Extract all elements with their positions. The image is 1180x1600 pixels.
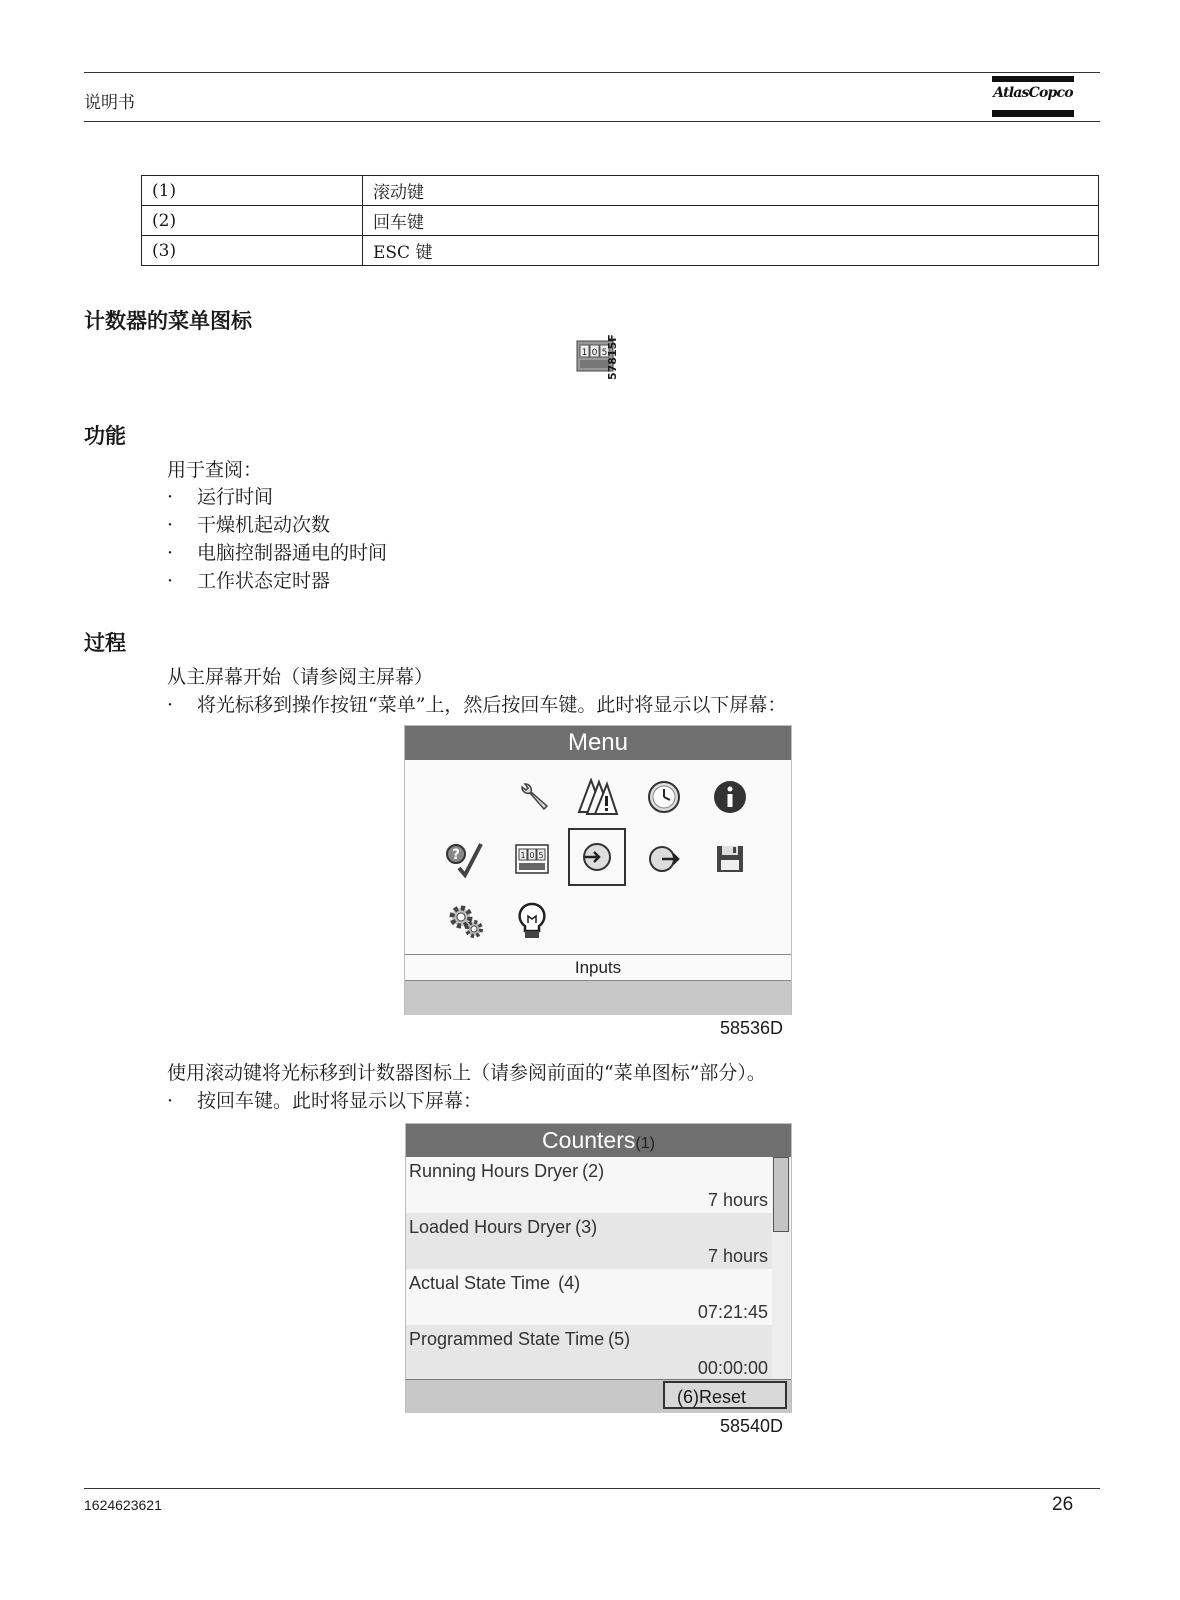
table-cell-name: 回车键 xyxy=(363,206,1099,236)
table-cell-name: 滚动键 xyxy=(363,176,1099,206)
menu-divider xyxy=(405,954,791,955)
inputs-icon[interactable] xyxy=(568,828,626,886)
counters-title-bar xyxy=(406,1124,791,1157)
section-heading-procedure: 过程 xyxy=(84,631,126,655)
icon-code: 57815F xyxy=(606,334,619,380)
list-item: · 运行时间 xyxy=(167,486,274,508)
reset-button[interactable] xyxy=(663,1381,787,1409)
counter-row-actual-state-time[interactable]: Actual State Time (4) 07:21:45 xyxy=(406,1269,772,1325)
counter-row-running-hours[interactable]: Running Hours Dryer (2) 7 hours xyxy=(406,1157,772,1213)
svg-text:?: ? xyxy=(451,847,461,863)
header-bottom-rule xyxy=(84,121,1100,122)
brand-logo xyxy=(992,76,1074,118)
lightbulb-icon[interactable] xyxy=(509,898,555,944)
list-item: · 干燥机起动次数 xyxy=(167,514,331,536)
table-cell-name: ESC 键 xyxy=(363,236,1099,266)
brand-logo-text: AtlasCopco xyxy=(993,85,1073,101)
scrollbar-track[interactable] xyxy=(772,1157,790,1379)
svg-text:0: 0 xyxy=(591,348,598,358)
svg-text:5: 5 xyxy=(538,851,544,860)
counters-title-ref: (1) xyxy=(635,1135,655,1152)
doc-title: 说明书 xyxy=(84,93,135,113)
counter-value: 00:00:00 xyxy=(697,1358,768,1378)
procedure-line-2: 使用滚动键将光标移到计数器图标上（请参阅前面的“菜单图标”部分）。 xyxy=(167,1062,766,1084)
section-heading-icon: 计数器的菜单图标 xyxy=(84,309,252,333)
menu-screen xyxy=(404,725,792,1015)
doc-number: 1624623621 xyxy=(84,1497,162,1513)
reset-label: Reset xyxy=(699,1387,747,1407)
menu-selected-label: Inputs xyxy=(574,958,622,977)
counter-row-programmed-state-time[interactable]: Programmed State Time (5) 00:00:00 xyxy=(406,1325,772,1381)
function-intro: 用于查阅： xyxy=(167,459,263,481)
reset-ref: (6) xyxy=(677,1387,699,1407)
procedure-line-1: 从主屏幕开始（请参阅主屏幕） xyxy=(167,666,434,688)
check-icon[interactable] xyxy=(441,836,487,882)
svg-text:0: 0 xyxy=(529,851,535,860)
header-top-rule xyxy=(84,72,1100,73)
counters-title: Counters xyxy=(542,1127,636,1153)
menu-figure-code: 58536D xyxy=(720,1018,784,1038)
counter-icon[interactable] xyxy=(509,836,555,882)
info-icon[interactable] xyxy=(707,774,753,820)
table-cell-num: (1) xyxy=(142,176,363,206)
wrench-icon[interactable] xyxy=(511,774,557,820)
save-icon[interactable] xyxy=(707,836,753,882)
svg-text:5: 5 xyxy=(601,348,608,358)
table-row xyxy=(142,236,1099,266)
section-heading-function: 功能 xyxy=(84,424,126,448)
menu-screen-title: Menu xyxy=(405,726,791,760)
warning-icon[interactable] xyxy=(575,774,621,820)
table-row xyxy=(142,176,1099,206)
key-table xyxy=(141,175,1099,266)
footer-rule xyxy=(84,1488,1100,1489)
settings-icon[interactable] xyxy=(443,898,489,944)
counter-value: 7 hours xyxy=(707,1190,768,1210)
counter-row-loaded-hours[interactable]: Loaded Hours Dryer (3) 7 hours xyxy=(406,1213,772,1269)
clock-icon[interactable] xyxy=(641,774,687,820)
counter-value: 7 hours xyxy=(707,1246,768,1266)
counter-value: 07:21:45 xyxy=(697,1302,768,1322)
list-item: · 电脑控制器通电的时间 xyxy=(167,542,388,564)
counters-figure-code: 58540D xyxy=(720,1416,784,1436)
page-number: 26 xyxy=(1052,1494,1074,1515)
procedure-bullet-2: · 按回车键。此时将显示以下屏幕： xyxy=(167,1090,483,1112)
table-cell-num: (2) xyxy=(142,206,363,236)
counters-screen xyxy=(405,1123,792,1413)
procedure-bullet-1: · 将光标移到操作按钮“菜单”上，然后按回车键。此时将显示以下屏幕： xyxy=(167,694,787,716)
table-cell-num: (3) xyxy=(142,236,363,266)
menu-status-bar xyxy=(405,980,791,1015)
outputs-icon[interactable] xyxy=(641,836,687,882)
table-row xyxy=(142,206,1099,236)
scrollbar-thumb[interactable] xyxy=(773,1157,789,1232)
svg-text:1: 1 xyxy=(581,348,588,358)
list-item: · 工作状态定时器 xyxy=(167,570,331,592)
svg-text:1: 1 xyxy=(520,851,526,860)
